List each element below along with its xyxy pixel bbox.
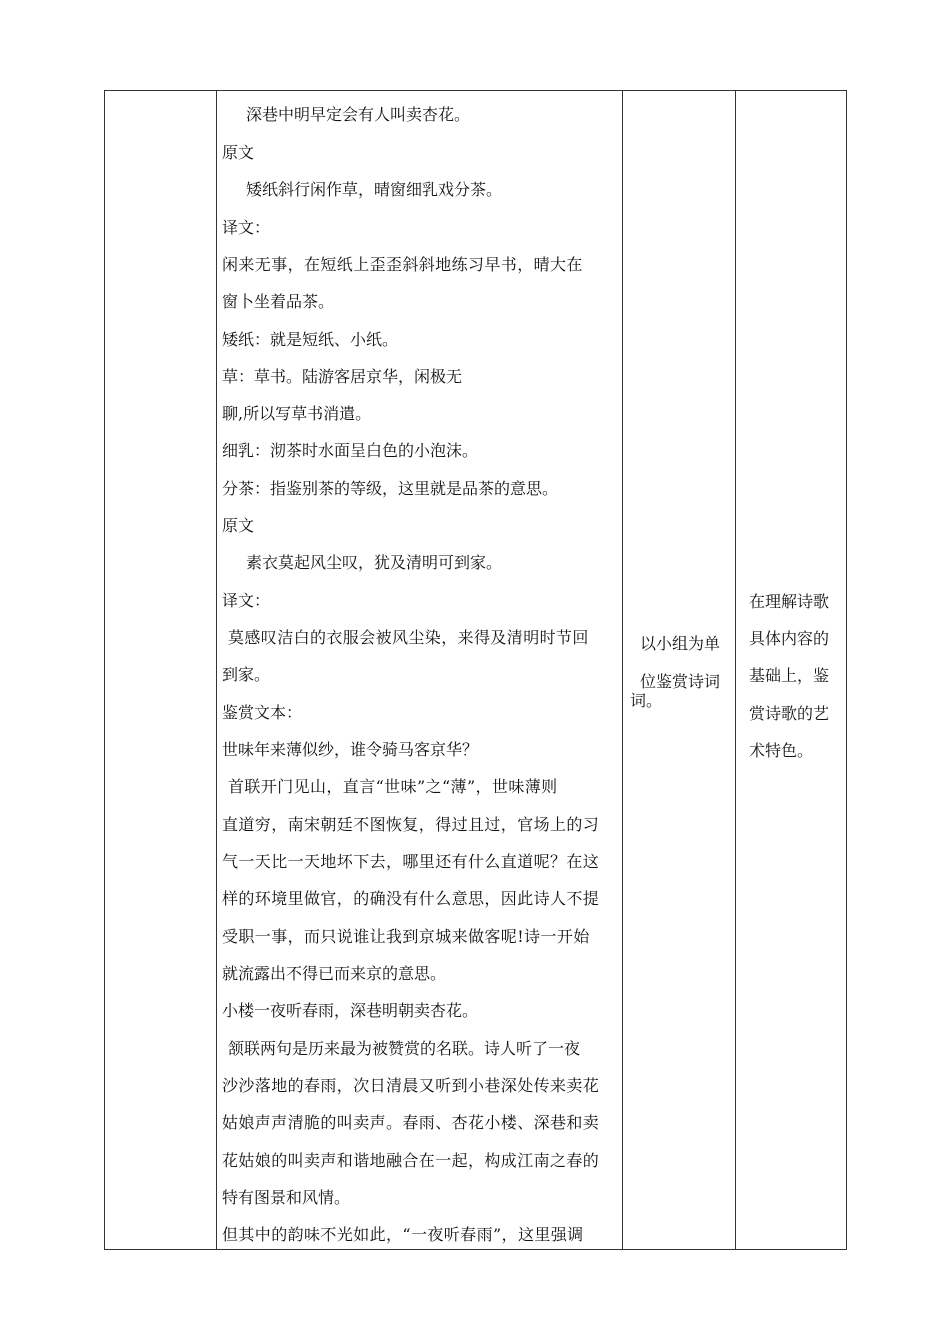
text-line: 素衣莫起风尘叹，犹及清明可到家。 [246,553,503,572]
text-line: 译文： [222,218,271,237]
text-line: 世味年来薄似纱，谁令骑马客京华？ [222,740,479,759]
text-line: 气一天比一天地坏下去，哪里还有什么直道呢？在这 [222,852,600,871]
text-line: 花姑娘的叫卖声和谐地融合在一起，构成江南之春的 [222,1151,600,1170]
text-line: 分茶：指鉴别茶的等级，这里就是品茶的意思。 [222,479,559,498]
student-activity-column [623,91,735,1249]
text-line: 细乳：沏茶时水面呈白色的小泡沫。 [222,441,479,460]
text-line: 颔联两句是历来最为被赞赏的名联。诗人听了一夜 [228,1039,581,1058]
objective-line: 基础上，鉴 [749,666,830,685]
text-line: 聊,所以写草书消遣。 [222,404,372,423]
empty-first-column [105,91,216,1249]
text-line: 特有图景和风情。 [222,1188,351,1207]
activity-line: 以小组为单 [640,634,721,653]
design-intent-column [736,91,847,1249]
text-line: 矮纸斜行闲作草，晴窗细乳戏分茶。 [246,180,503,199]
text-line: 矮纸：就是短纸、小纸。 [222,330,399,349]
activity-line: 位鉴赏诗词 [640,672,721,691]
text-line: 鉴赏文本： [222,703,303,722]
text-line: 窗卜坐着品茶。 [222,292,335,311]
objective-line: 在理解诗歌 [749,592,830,611]
text-line: 到家。 [222,665,271,684]
text-line: 首联开门见山，直言“世味”之“薄”，世味薄则 [228,777,558,796]
text-line: 原文 [222,516,255,535]
activity-line: 词。 [630,691,663,710]
objective-line: 术特色。 [749,741,814,760]
text-line: 沙沙落地的春雨，次日清晨又听到小巷深处传来卖花 [222,1076,600,1095]
text-line: 就流露出不得已而来京的意思。 [222,964,447,983]
poem-content-column [216,91,622,1249]
objective-line: 具体内容的 [749,629,830,648]
text-line: 原文 [222,143,255,162]
text-line: 样的环境里做官，的确没有什么意思，因此诗人不提 [222,889,600,908]
text-line: 小楼一夜听春雨，深巷明朝卖杏花。 [222,1001,479,1020]
text-line: 莫感叹洁白的衣服会被风尘染，来得及清明时节回 [228,628,589,647]
lesson-table [104,90,847,1250]
text-line: 但其中的韵味不光如此，“一夜听春雨”，这里强调 [222,1225,584,1244]
text-line: 深巷中明早定会有人叫卖杏花。 [246,105,471,124]
text-line: 受职一事，而只说谁让我到京城来做客呢!诗一开始 [222,927,590,946]
text-line: 直道穷，南宋朝廷不图恢复，得过且过，官场上的习 [222,815,600,834]
text-line: 闲来无事，在短纸上歪歪斜斜地练习早书，晴大在 [222,255,583,274]
text-line: 译文： [222,591,271,610]
objective-line: 赏诗歌的艺 [749,704,830,723]
text-line: 草：草书。陆游客居京华，闲极无 [222,367,463,386]
text-line: 姑娘声声清脆的叫卖声。春雨、杏花小楼、深巷和卖 [222,1113,600,1132]
